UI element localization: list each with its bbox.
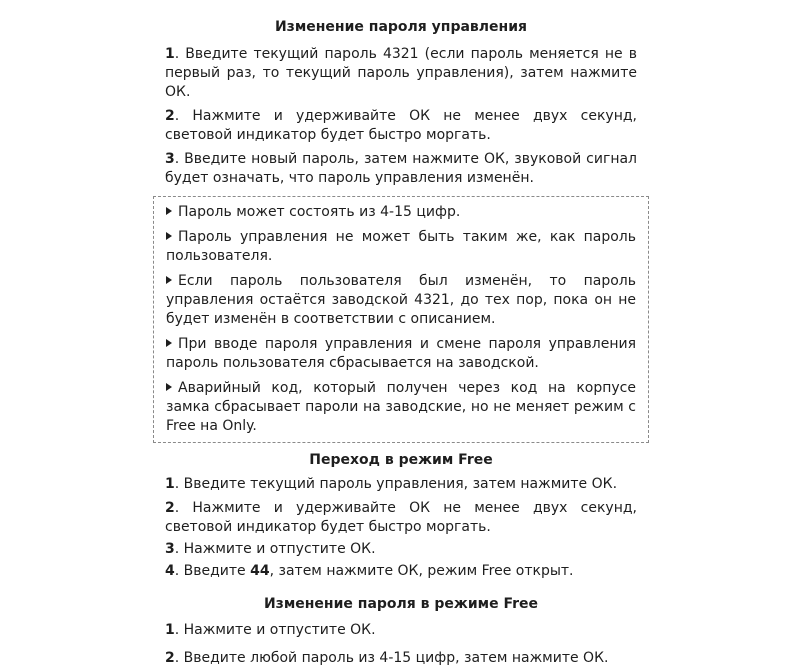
section3-step-2 — [165, 649, 637, 668]
section-title-change-password-free-mode: Изменение пароля в режиме Free — [263, 596, 539, 612]
step-number: 1 — [165, 476, 175, 492]
note-item — [166, 335, 636, 373]
triangle-bullet-icon — [166, 207, 172, 215]
step-text: . Введите текущий пароль управления, затем нажмите ОК. — [174, 476, 618, 492]
section-title-free-mode: Переход в режим Free — [309, 452, 493, 468]
step-text: , затем нажмите ОК, режим Free открыт. — [269, 563, 574, 579]
step-code: 44 — [250, 563, 270, 579]
section1-step-1 — [165, 45, 637, 102]
step-text: . Введите любой пароль из 4-15 цифр, затем нажмите ОК. — [174, 650, 609, 666]
section2-step-3 — [165, 540, 637, 559]
note-item — [166, 228, 636, 266]
section1-step-3 — [165, 150, 637, 188]
step-number: 1 — [165, 622, 175, 638]
note-text: Аварийный код, который получен через код на корпусе замка сбрасывает пароли на заводские, но не меняет режим с Free на Only. — [166, 380, 636, 434]
step-number: 2 — [165, 108, 175, 124]
step-number: 3 — [165, 151, 175, 167]
notes-box — [153, 196, 649, 443]
section3-step-1 — [165, 621, 637, 640]
note-item — [166, 379, 636, 436]
step-text: . Нажмите и удерживайте ОК не менее двух секунд, световой индикатор будет быстро моргать. — [165, 500, 637, 535]
step-number: 2 — [165, 650, 175, 666]
note-item — [166, 203, 636, 222]
section-title-change-admin-password: Изменение пароля управления — [274, 19, 528, 35]
instruction-page — [165, 18, 637, 668]
section2-step-1 — [165, 475, 637, 494]
triangle-bullet-icon — [166, 276, 172, 284]
step-number: 3 — [165, 541, 175, 557]
step-number: 2 — [165, 500, 175, 516]
step-number: 4 — [165, 563, 175, 579]
note-text: Пароль управления не может быть таким же, как пароль пользователя. — [166, 229, 636, 264]
step-text: . Нажмите и отпустите ОК. — [174, 622, 376, 638]
step-text: . Введите — [174, 563, 251, 579]
triangle-bullet-icon — [166, 383, 172, 391]
note-text: Если пароль пользователя был изменён, то пароль управления остаётся заводской 4321, до тех пор, пока он не будет изменён в соответствии с описанием. — [166, 273, 636, 327]
note-text: При вводе пароля управления и смене пароля управления пароль пользователя сбрасывается на заводской. — [166, 336, 636, 371]
triangle-bullet-icon — [166, 339, 172, 347]
step-text: . Введите новый пароль, затем нажмите ОК, звуковой сигнал будет означать, что пароль управления изменён. — [165, 151, 637, 186]
section2-step-2 — [165, 499, 637, 537]
step-text: . Введите текущий пароль 4321 (если пароль меняется не в первый раз, то текущий пароль управления), затем нажмите ОК. — [165, 46, 637, 100]
section2-step-4 — [165, 562, 637, 581]
note-text: Пароль может состоять из 4-15 цифр. — [178, 204, 461, 220]
step-text: . Нажмите и удерживайте ОК не менее двух секунд, световой индикатор будет быстро моргать. — [165, 108, 637, 143]
triangle-bullet-icon — [166, 232, 172, 240]
section1-step-2 — [165, 107, 637, 145]
note-item — [166, 272, 636, 329]
step-text: . Нажмите и отпустите ОК. — [174, 541, 376, 557]
step-number: 1 — [165, 46, 175, 62]
